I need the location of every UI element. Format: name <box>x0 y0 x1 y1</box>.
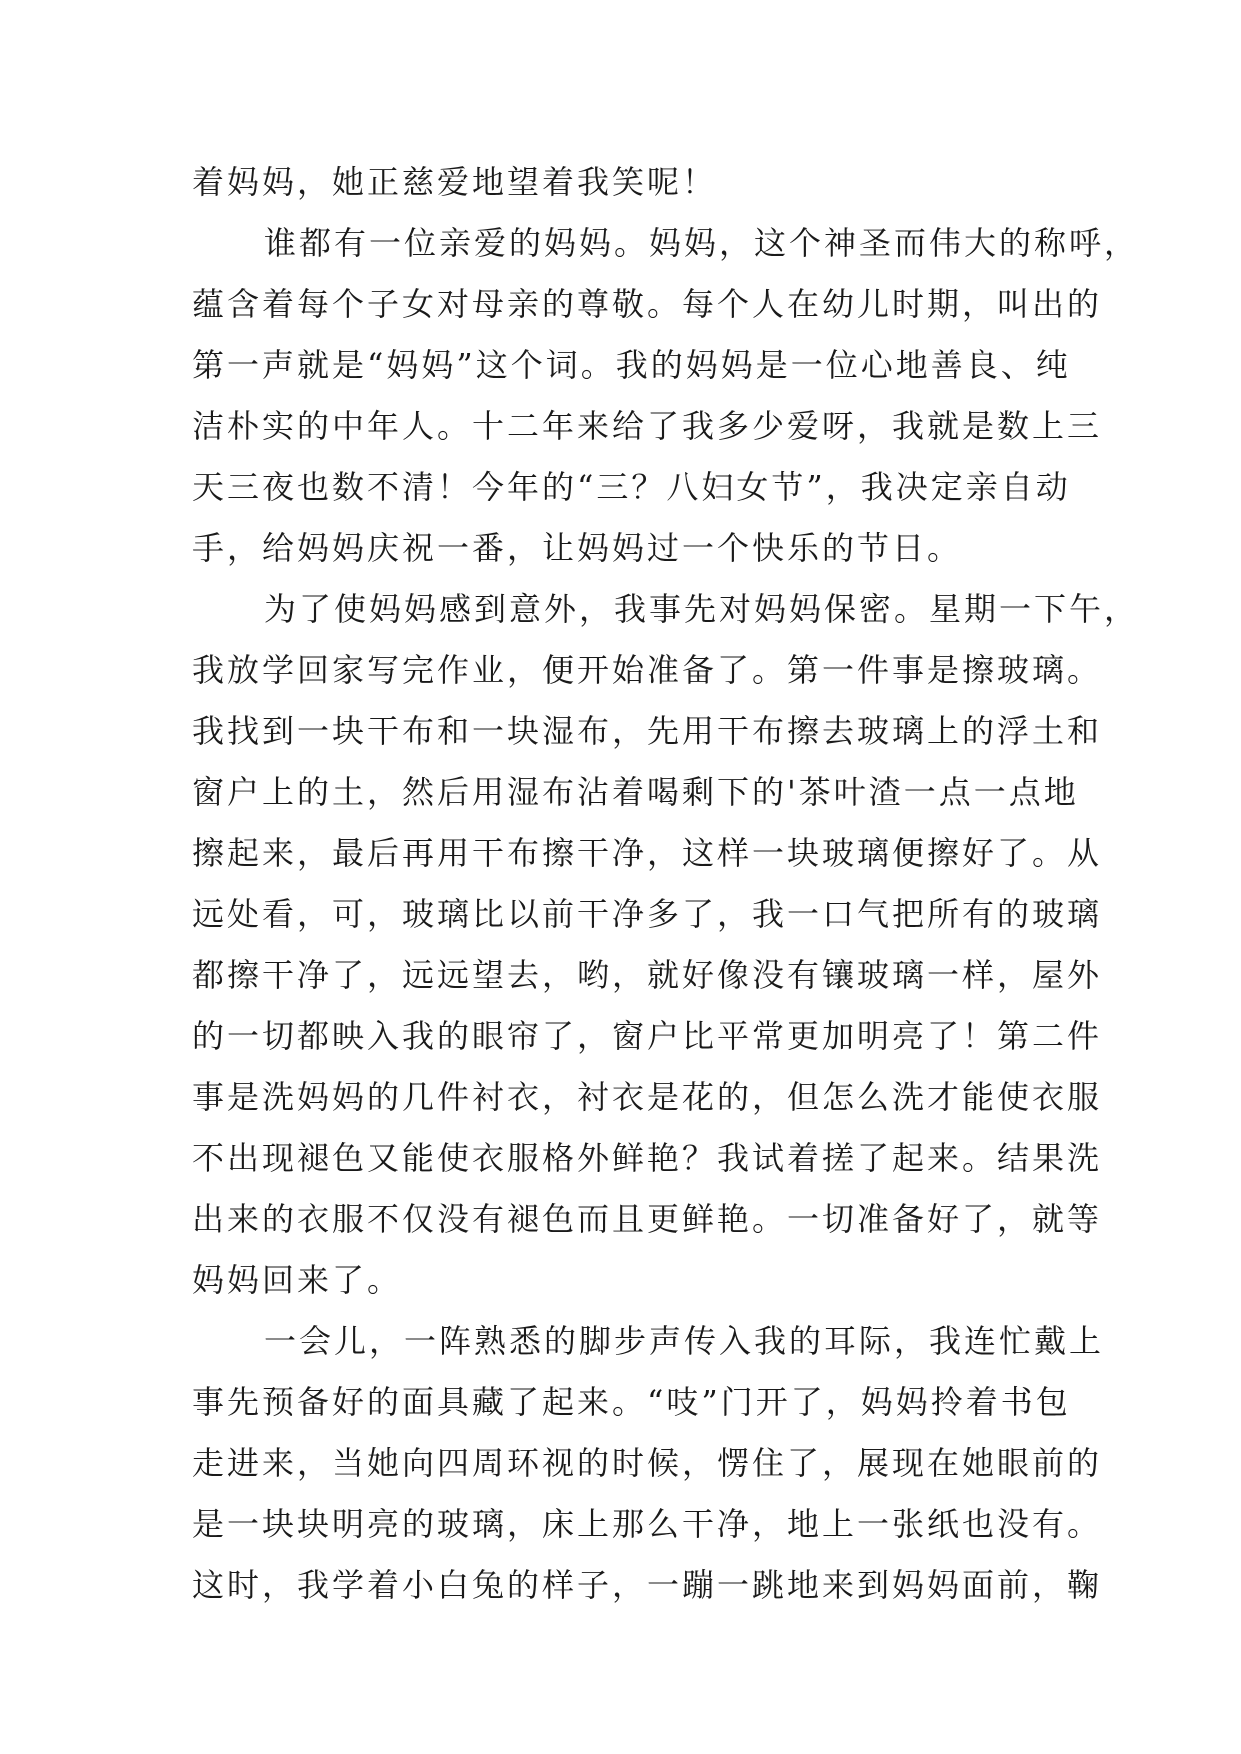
paragraph-line: 都擦干净了，远远望去，哟，就好像没有镶玻璃一样，屋外 <box>192 956 1103 994</box>
paragraph-line: 远处看，可，玻璃比以前干净多了，我一口气把所有的玻璃 <box>192 895 1103 933</box>
paragraph-line: 着妈妈，她正慈爱地望着我笑呢！ <box>192 163 718 201</box>
paragraph-line: 我找到一块干布和一块湿布，先用干布擦去玻璃上的浮土和 <box>192 712 1103 750</box>
paragraph-line: 一会儿，一阵熟悉的脚步声传入我的耳际，我连忙戴上 <box>264 1322 1105 1360</box>
paragraph-line: 蕴含着每个子女对母亲的尊敬。每个人在幼儿时期，叫出的 <box>192 285 1103 323</box>
paragraph-line: 这时，我学着小白兔的样子，一蹦一跳地来到妈妈面前，鞠 <box>192 1566 1103 1604</box>
paragraph-line: 洁朴实的中年人。十二年来给了我多少爱呀，我就是数上三 <box>192 407 1103 445</box>
paragraph-line: 谁都有一位亲爱的妈妈。妈妈，这个神圣而伟大的称呼， <box>264 224 1140 262</box>
paragraph-line: 为了使妈妈感到意外，我事先对妈妈保密。星期一下午， <box>264 590 1140 628</box>
paragraph-line: 天三夜也数不清！今年的“三？八妇女节”，我决定亲自动 <box>192 468 1071 506</box>
paragraph-line: 手，给妈妈庆祝一番，让妈妈过一个快乐的节日。 <box>192 529 963 567</box>
paragraph-line: 妈妈回来了。 <box>192 1261 403 1299</box>
paragraph-line: 的一切都映入我的眼帘了，窗户比平常更加明亮了！第二件 <box>192 1017 1103 1055</box>
paragraph-line: 擦起来，最后再用干布擦干净，这样一块玻璃便擦好了。从 <box>192 834 1103 872</box>
paragraph-line: 我放学回家写完作业，便开始准备了。第一件事是擦玻璃。 <box>192 651 1103 689</box>
paragraph-line: 走进来，当她向四周环视的时候，愣住了，展现在她眼前的 <box>192 1444 1103 1482</box>
paragraph-line: 事先预备好的面具藏了起来。“吱”门开了，妈妈拎着书包 <box>192 1383 1071 1421</box>
paragraph-line: 事是洗妈妈的几件衬衣，衬衣是花的，但怎么洗才能使衣服 <box>192 1078 1103 1116</box>
paragraph-line: 第一声就是“妈妈”这个词。我的妈妈是一位心地善良、纯 <box>192 346 1071 384</box>
paragraph-line: 窗户上的土，然后用湿布沾着喝剩下的'茶叶渣一点一点地 <box>192 773 1079 811</box>
paragraph-line: 是一块块明亮的玻璃，床上那么干净，地上一张纸也没有。 <box>192 1505 1103 1543</box>
essay-body <box>192 152 1140 1616</box>
paragraph-line: 不出现褪色又能使衣服格外鲜艳？我试着搓了起来。结果洗 <box>192 1139 1103 1177</box>
paragraph-line: 出来的衣服不仅没有褪色而且更鲜艳。一切准备好了，就等 <box>192 1200 1103 1238</box>
